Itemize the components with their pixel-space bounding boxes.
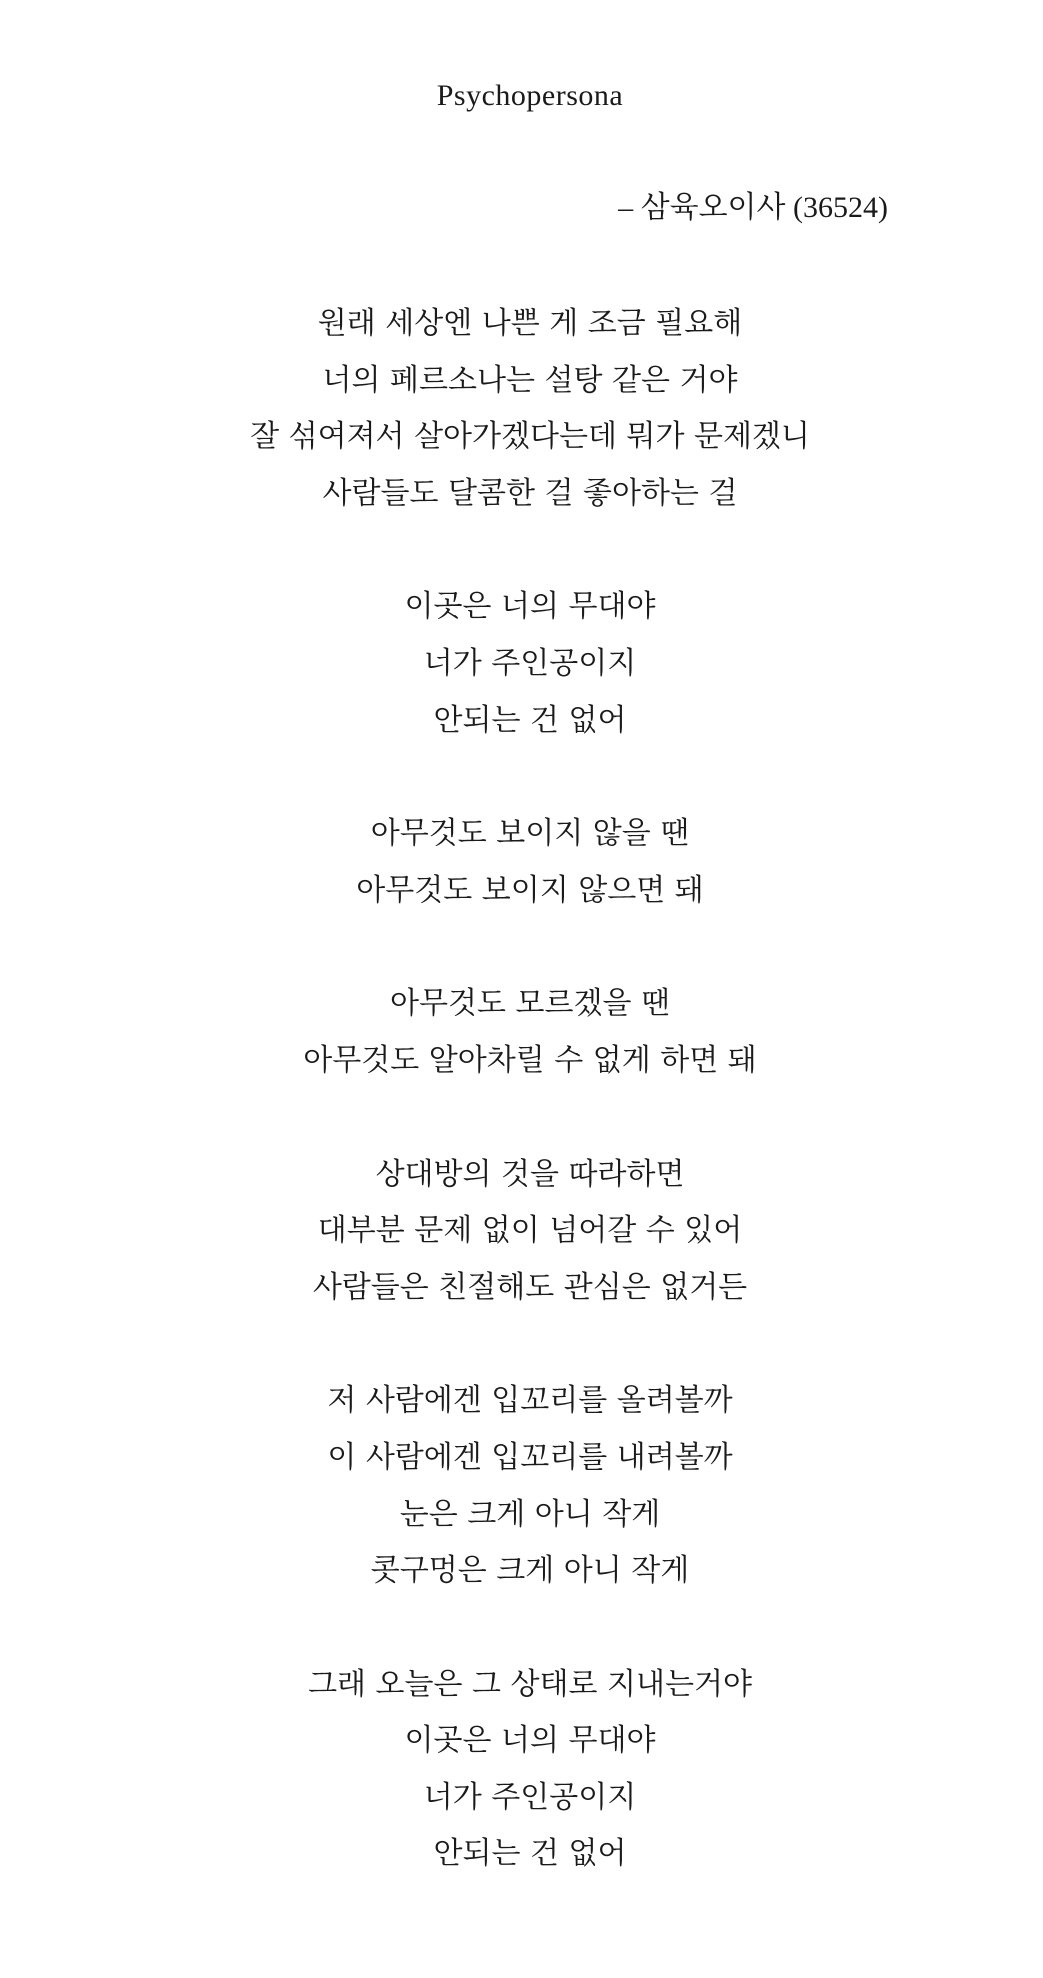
poem-title: Psychopersona bbox=[436, 79, 624, 112]
poem-line: 저 사람에겐 입꼬리를 올려볼까 bbox=[327, 1383, 733, 1419]
stanza bbox=[0, 806, 1043, 919]
poem-line: 너의 페르소나는 설탕 같은 거야 bbox=[322, 362, 738, 398]
poem-line: 아무것도 보이지 않으면 돼 bbox=[356, 872, 704, 908]
poem-line: 이 사람에겐 입꼬리를 내려볼까 bbox=[327, 1439, 733, 1475]
poem-line: 안되는 건 없어 bbox=[433, 1836, 627, 1872]
stanza bbox=[0, 976, 1043, 1089]
poem-line: 대부분 문제 없이 넘어갈 수 있어 bbox=[317, 1213, 743, 1249]
poem-body bbox=[0, 296, 1043, 1940]
poem-line: 사람들은 친절해도 관심은 없거든 bbox=[312, 1269, 748, 1305]
poem-line: 너가 주인공이지 bbox=[423, 645, 637, 681]
poem-line: 안되는 건 없어 bbox=[433, 702, 627, 738]
stanza bbox=[0, 579, 1043, 749]
stanza bbox=[0, 1373, 1043, 1599]
poem-line: 아무것도 알아차릴 수 없게 하면 돼 bbox=[303, 1042, 757, 1078]
poem-line: 사람들도 달콤한 걸 좋아하는 걸 bbox=[322, 475, 738, 511]
poem-line: 콧구멍은 크게 아니 작게 bbox=[370, 1553, 690, 1589]
poem-line: 이곳은 너의 무대야 bbox=[404, 1723, 656, 1759]
poem-line: 아무것도 보이지 않을 땐 bbox=[370, 816, 690, 852]
stanza bbox=[0, 1657, 1043, 1883]
poem-line: 원래 세상엔 나쁜 게 조금 필요해 bbox=[317, 306, 743, 341]
stanza bbox=[0, 296, 1043, 522]
poem-line: 이곳은 너의 무대야 bbox=[404, 589, 656, 625]
poem-line: 아무것도 모르겠을 땐 bbox=[390, 986, 670, 1022]
poem-line: 그래 오늘은 그 상태로 지내는거야 bbox=[308, 1666, 752, 1702]
poem-line: 상대방의 것을 따라하면 bbox=[375, 1156, 685, 1192]
poem-line: 눈은 크게 아니 작게 bbox=[399, 1496, 661, 1532]
stanza bbox=[0, 1147, 1043, 1317]
poem-line: 잘 섞여져서 살아가겠다는데 뭐가 문제겠니 bbox=[250, 419, 810, 455]
poem-line: 너가 주인공이지 bbox=[423, 1779, 637, 1815]
poem-author: – 삼육오이사 (36524) bbox=[618, 191, 888, 224]
